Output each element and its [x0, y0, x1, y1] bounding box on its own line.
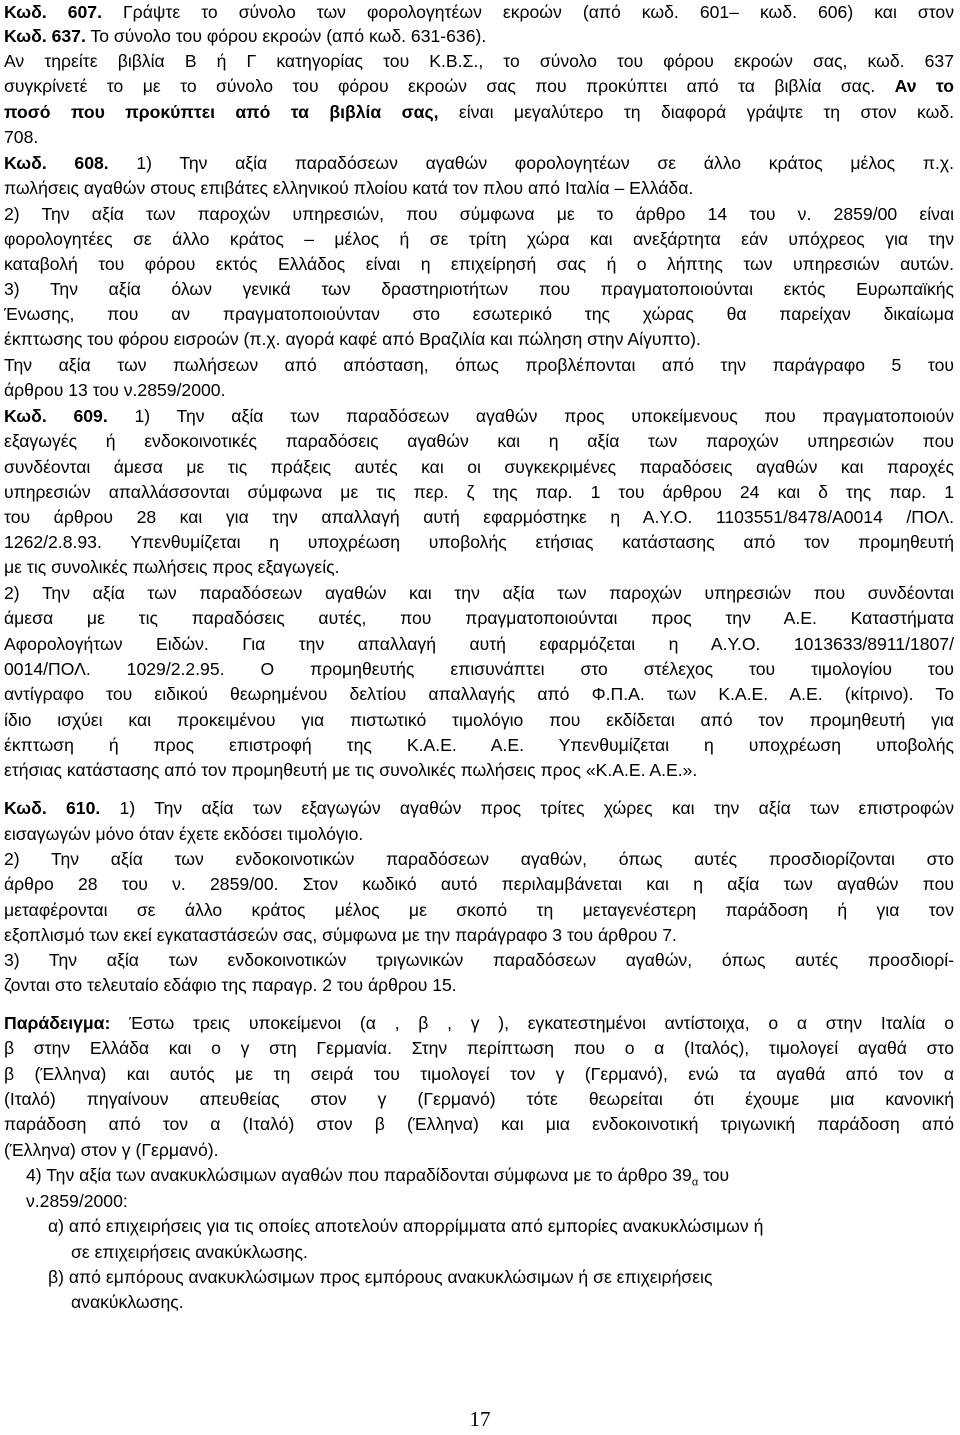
text-line: [71, 1290, 954, 1315]
text-line: [4, 1087, 954, 1112]
text-segment: εξοπλισμό των εκεί εγκαταστάσεών σας, σύμφωνα με την παράγραφο 3 του άρθρου 7.: [4, 925, 677, 945]
text-line: [4, 151, 954, 176]
bold-text: Κωδ. 607.: [4, 2, 102, 22]
text-segment: ετήσιας κατάστασης από τον προμηθευτή με τις συνολικές πωλήσεις προς «Κ.Α.Ε. Α.Ε.».: [4, 760, 698, 780]
text-segment: 708.: [4, 127, 39, 147]
text-segment: εξαγωγές ή ενδοκοινοτικές παραδόσεις αγαθών και η αξία των παροχών υπηρεσιών που: [4, 431, 954, 451]
text-line: [4, 872, 954, 897]
text-segment: είναι μεγαλύτερο τη διαφορά γράψτε τη στον κωδ.: [438, 102, 954, 122]
text-line: [4, 1011, 954, 1036]
text-line: [4, 327, 954, 352]
bold-text: Παράδειγμα:: [4, 1013, 111, 1033]
text-line: [4, 74, 954, 99]
text-segment: ανακύκλωσης.: [71, 1292, 184, 1312]
text-segment: σε επιχειρήσεις ανακύκλωσης.: [71, 1242, 308, 1262]
text-segment: Γράψτε το σύνολο των φορολογητέων εκροών (από κωδ. 601– κωδ. 606) και στον: [101, 2, 954, 22]
text-line: [4, 1112, 954, 1137]
text-line: [4, 632, 954, 657]
text-line: [4, 277, 954, 302]
text-line: [4, 796, 954, 821]
text-segment: 1) Την αξία των εξαγωγών αγαθών προς τρίτες χώρες και την αξία των επιστροφών: [100, 798, 954, 818]
text-segment: 1262/2.8.93. Υπενθυμίζεται η υποχρέωση υποβολής ετήσιας κατάστασης από τον προμηθευτή: [4, 532, 954, 552]
text-segment: (Έλληνα) στον γ (Γερμανό).: [4, 1140, 219, 1160]
text-segment: έκπτωση ή προς επιστροφή της Κ.Α.Ε. Α.Ε. Υπενθυμίζεται η υποχρέωση υποβολής: [4, 735, 954, 755]
subscript-text: α: [691, 1176, 699, 1189]
bold-text: Αν το: [894, 76, 954, 96]
text-segment: Την αξία των πωλήσεων από απόσταση, όπως προβλέπονται από την παράγραφο 5 του: [4, 355, 954, 375]
text-segment: αντίγραφο του ειδικού θεωρημένου δελτίου απαλλαγής από Φ.Π.Α. των Κ.Α.Ε. Α.Ε. (κίτρινο). Το: [4, 684, 954, 704]
text-segment: άμεσα με τις παραδόσεις αυτές, που πραγματοποιούνται προς την Α.Ε. Καταστήματα: [4, 608, 954, 628]
text-line: [4, 948, 954, 973]
text-segment: παράδοση από τον α (Ιταλό) στον β (Έλληνα) και μια ενδοκοινοτική τριγωνική παράδοση από: [4, 1114, 954, 1134]
text-segment: ίδιο ισχύει και προκειμένου για πιστωτικό τιμολόγιο που εκδίδεται από τον προμηθευτή για: [4, 710, 954, 730]
text-segment: Αν τηρείτε βιβλία Β ή Γ κατηγορίας του Κ.Β.Σ., το σύνολο του φόρου εκροών σας, κωδ. 637: [4, 51, 954, 71]
bold-text: Κωδ. 610.: [4, 798, 101, 818]
text-line: [4, 606, 954, 631]
bold-text: ποσό που προκύπτει από τα βιβλία σας,: [4, 102, 439, 122]
text-segment: Ένωσης, που αν πραγματοποιούνταν στο εσωτερικό της χώρας θα παρείχαν δικαίωμα: [4, 304, 954, 324]
text-segment: 3) Την αξία των ενδοκοινοτικών τριγωνικών παραδόσεων αγαθών, όπως αυτές προσδιορί-: [4, 950, 954, 970]
text-segment: ν.2859/2000:: [26, 1191, 128, 1211]
text-line: [71, 1240, 954, 1265]
text-segment: 1) Την αξία παραδόσεων αγαθών φορολογητέων σε άλλο κράτος μέλος π.χ.: [108, 153, 954, 173]
text-line: [4, 898, 954, 923]
bold-text: Κωδ. 608.: [4, 153, 109, 173]
text-line: [4, 49, 954, 74]
text-line: [4, 1036, 954, 1061]
text-line: [4, 505, 954, 530]
text-line: [4, 202, 954, 227]
text-line: [4, 227, 954, 252]
text-line: [48, 1214, 954, 1239]
text-segment: β) από εμπόρους ανακυκλώσιμων προς εμπόρους ανακυκλώσιμων ή σε επιχειρήσεις: [48, 1267, 713, 1287]
text-line: [4, 555, 954, 580]
text-segment: έκπτωσης του φόρου εισροών (π.χ. αγορά καφέ από Βραζιλία και πώληση στην Αίγυπτο).: [4, 329, 701, 349]
text-line: [4, 353, 954, 378]
text-line: [4, 733, 954, 758]
text-segment: 2) Την αξία των παροχών υπηρεσιών, που σύμφωνα με το άρθρο 14 του ν. 2859/00 είναι: [4, 204, 954, 224]
text-line: [4, 252, 954, 277]
text-segment: μεταφέρονται σε άλλο κράτος μέλος με σκοπό τη μεταγενέστερη παράδοση ή για τον: [4, 900, 954, 920]
text-segment: συγκρίνετέ το με το σύνολο του φόρου εκροών σας που προκύπτει από τα βιβλία σας.: [4, 76, 895, 96]
text-line: [4, 125, 954, 150]
text-line: [4, 822, 954, 847]
text-segment: Το σύνολο του φόρου εκροών (από κωδ. 631-636).: [85, 26, 487, 46]
text-segment: 4) Την αξία των ανακυκλώσιμων αγαθών που παραδίδονται σύμφωνα με το άρθρο 39: [26, 1165, 692, 1185]
text-segment: εισαγωγών μόνο όταν έχετε εκδόσει τιμολόγιο.: [4, 824, 364, 844]
text-line: [4, 480, 954, 505]
text-segment: φορολογητέες σε άλλο κράτος – μέλος ή σε τρίτη χώρα και ανεξάρτητα εάν υπόχρεος για την: [4, 229, 954, 249]
text-segment: άρθρου 13 του ν.2859/2000.: [4, 380, 226, 400]
text-line: [4, 581, 954, 606]
text-segment: 0014/ΠΟΛ. 1029/2.2.95. Ο προμηθευτής επισυνάπτει στο στέλεχος του τιμολογίου του: [4, 659, 954, 679]
text-line: [4, 847, 954, 872]
text-segment: συνδέονται άμεσα με τις πράξεις αυτές και οι συγκεκριμένες παραδόσεις αγαθών και παροχές: [4, 457, 954, 477]
page-number: 17: [469, 1407, 491, 1431]
text-line: [4, 1138, 954, 1163]
text-line: [26, 1189, 954, 1214]
text-segment: με τις συνολικές πωλήσεις προς εξαγωγείς.: [4, 557, 340, 577]
text-segment: (Ιταλό) πηγαίνουν απευθείας στον γ (Γερμανό) τότε θεωρείται ότι έχουμε μια κανονική: [4, 1089, 954, 1109]
text-line: [4, 708, 954, 733]
text-segment: υπηρεσιών απαλλάσσονται σύμφωνα με τις περ. ζ της παρ. 1 του άρθρου 24 και δ της παρ. 1: [4, 482, 954, 502]
text-segment: ζονται στο τελευταίο εδάφιο της παραγρ. 2 του άρθρου 15.: [4, 975, 457, 995]
text-line: [4, 100, 954, 125]
text-line: [4, 302, 954, 327]
text-line: [4, 0, 954, 25]
text-segment: 3) Την αξία όλων γενικά των δραστηριοτήτων που πραγματοποιούνται εκτός Ευρωπαϊκής: [4, 279, 954, 299]
text-line: [48, 1265, 954, 1290]
text-line: [4, 530, 954, 555]
text-segment: Αφορολογήτων Ειδών. Για την απαλλαγή αυτή εφαρμόζεται η Α.Υ.Ο. 1013633/8911/1807/: [4, 634, 954, 654]
text-line: [4, 923, 954, 948]
bold-text: Κωδ. 609.: [4, 406, 108, 426]
text-segment: 2) Την αξία των ενδοκοινοτικών παραδόσεων αγαθών, όπως αυτές προσδιορίζονται στο: [4, 849, 954, 869]
text-line: [4, 176, 954, 201]
text-line: [4, 429, 954, 454]
text-segment: 1) Την αξία των παραδόσεων αγαθών προς υποκείμενους που πραγματοποιούν: [107, 406, 954, 426]
text-line: [4, 24, 954, 49]
text-segment: καταβολή του φόρου εκτός Ελλάδος είναι η επιχείρησή σας ή ο λήπτης των υπηρεσιών αυτών.: [4, 254, 954, 274]
text-segment: α) από επιχειρήσεις για τις οποίες αποτελούν απορρίμματα από εμπορίες ανακυκλώσιμων ή: [48, 1216, 764, 1236]
text-line: [4, 973, 954, 998]
text-line: [4, 404, 954, 429]
text-line: [4, 455, 954, 480]
text-segment: άρθρο 28 του ν. 2859/00. Στον κωδικό αυτό περιλαμβάνεται και η αξία των αγαθών που: [4, 874, 954, 894]
text-segment: πωλήσεις αγαθών στους επιβάτες ελληνικού πλοίου κατά τον πλου από Ιταλία – Ελλάδα.: [4, 178, 694, 198]
text-segment: 2) Την αξία των παραδόσεων αγαθών και την αξία των παροχών υπηρεσιών που συνδέονται: [4, 583, 954, 603]
text-line: [4, 758, 954, 783]
text-segment: του: [698, 1165, 730, 1185]
text-line: [4, 682, 954, 707]
text-line: [4, 378, 954, 403]
text-segment: Έστω τρεις υποκείμενοι (α , β , γ ), εγκατεστημένοι αντίστοιχα, ο α στην Ιταλία ο: [110, 1013, 954, 1033]
text-segment: β (Έλληνα) και αυτός με τη σειρά του τιμολογεί τον γ (Γερμανό), ενώ τα αγαθά από τον α: [4, 1064, 954, 1084]
text-line: [4, 657, 954, 682]
text-segment: β στην Ελλάδα και ο γ στη Γερμανία. Στην περίπτωση που ο α (Ιταλός), τιμολογεί αγαθά στο: [4, 1038, 954, 1058]
bold-text: Κωδ. 637.: [4, 26, 86, 46]
text-segment: του άρθρου 28 και για την απαλλαγή αυτή εφαρμόστηκε η Α.Υ.Ο. 1103551/8478/Α0014 /ΠΟΛ.: [4, 507, 954, 527]
text-line: [4, 1062, 954, 1087]
